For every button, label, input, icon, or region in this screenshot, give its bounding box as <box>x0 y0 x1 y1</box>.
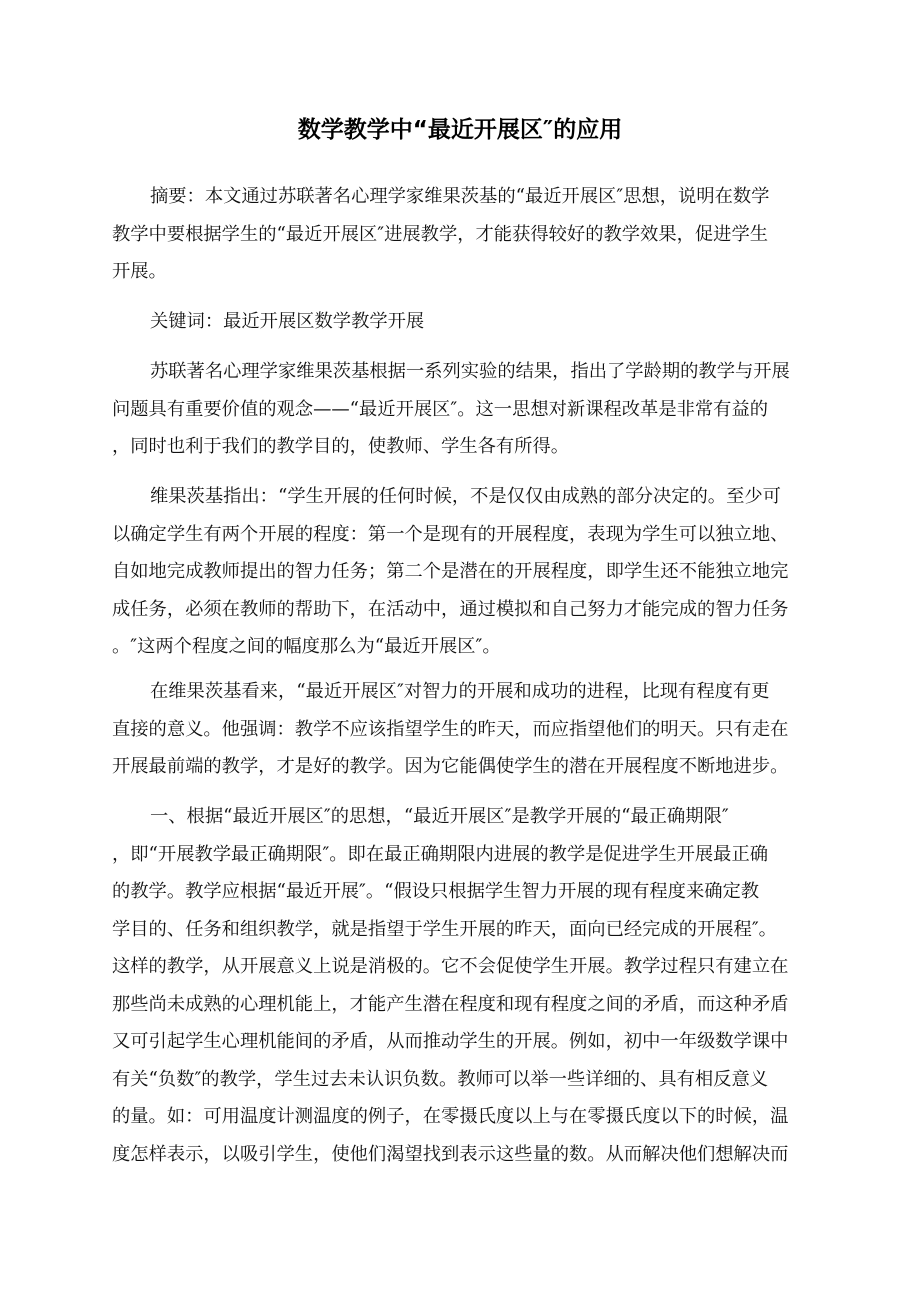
paragraph-line: 度怎样表示，以吸引学生，使他们渴望找到表示这些量的数。从而解决他们想解决而 <box>112 1144 789 1165</box>
paragraph-line: 这样的教学，从开展意义上说是消极的。它不会促使学生开展。教学过程只有建立在 <box>112 956 789 977</box>
paragraph-line: 在维果茨基看来，“最近开展区″对智力的开展和成功的进程，比现有程度有更 <box>150 681 770 702</box>
document-title: 数学教学中“最近开展区″的应用 <box>297 117 623 143</box>
keywords-line: 关键词：最近开展区数学教学开展 <box>150 311 425 332</box>
abstract-line: 开展。 <box>112 261 167 282</box>
paragraph-line: 问题具有重要价值的观念——“最近开展区″。这一思想对新课程改革是非常有益的 <box>112 399 769 420</box>
paragraph-line: 维果茨基指出：“学生开展的任何时候，不是仅仅由成熟的部分决定的。至少可 <box>150 486 781 507</box>
paragraph-line: 学目的、任务和组织教学，就是指望于学生开展的昨天，面向已经完成的开展程″。 <box>112 919 777 940</box>
abstract-line: 教学中要根据学生的“最近开展区″进展教学，才能获得较好的教学效果，促进学生 <box>112 224 769 245</box>
paragraph-line: 又可引起学生心理机能间的矛盾，从而推动学生的开展。例如，初中一年级数学课中 <box>112 1031 789 1052</box>
paragraph-line: ，即“开展教学最正确期限″。即在最正确期限内进展的教学是促进学生开展最正确 <box>112 844 769 865</box>
paragraph-line: 。″这两个程度之间的幅度那么为“最近开展区″。 <box>112 636 501 657</box>
paragraph-line: 那些尚未成熟的心理机能上，才能产生潜在程度和现有程度之间的矛盾，而这种矛盾 <box>112 994 789 1015</box>
paragraph-line: 苏联著名心理学家维果茨基根据一系列实验的结果，指出了学龄期的教学与开展 <box>150 361 790 382</box>
paragraph-line: 的量。如：可用温度计测温度的例子，在零摄氏度以上与在零摄氏度以下的时候，温 <box>112 1106 789 1127</box>
paragraph-line: 直接的意义。他强调：教学不应该指望学生的昨天，而应指望他们的明天。只有走在 <box>112 719 789 740</box>
paragraph-line: 以确定学生有两个开展的程度：第一个是现有的开展程度，表现为学生可以独立地、 <box>112 524 789 545</box>
paragraph-line: 一、根据“最近开展区″的思想，“最近开展区″是教学开展的“最正确期限″ <box>150 806 729 827</box>
paragraph-line: 成任务，必须在教师的帮助下，在活动中，通过模拟和自己努力才能完成的智力任务 <box>112 599 789 620</box>
paragraph-line: ，同时也利于我们的教学目的，使教师、学生各有所得。 <box>112 436 570 457</box>
paragraph-line: 开展最前端的教学，才是好的教学。因为它能偶使学生的潜在开展程度不断地进步。 <box>112 756 789 777</box>
paragraph-line: 的教学。教学应根据“最近开展″。“假设只根据学生智力开展的现有程度来确定教 <box>112 881 760 902</box>
paragraph-line: 有关“负数″的教学，学生过去未认识负数。教师可以举一些详细的、具有相反意义 <box>112 1069 769 1090</box>
paragraph-line: 自如地完成教师提出的智力任务；第二个是潜在的开展程度，即学生还不能独立地完 <box>112 561 789 582</box>
abstract-line: 摘要：本文通过苏联著名心理学家维果茨基的“最近开展区″思想，说明在数学 <box>150 186 770 207</box>
